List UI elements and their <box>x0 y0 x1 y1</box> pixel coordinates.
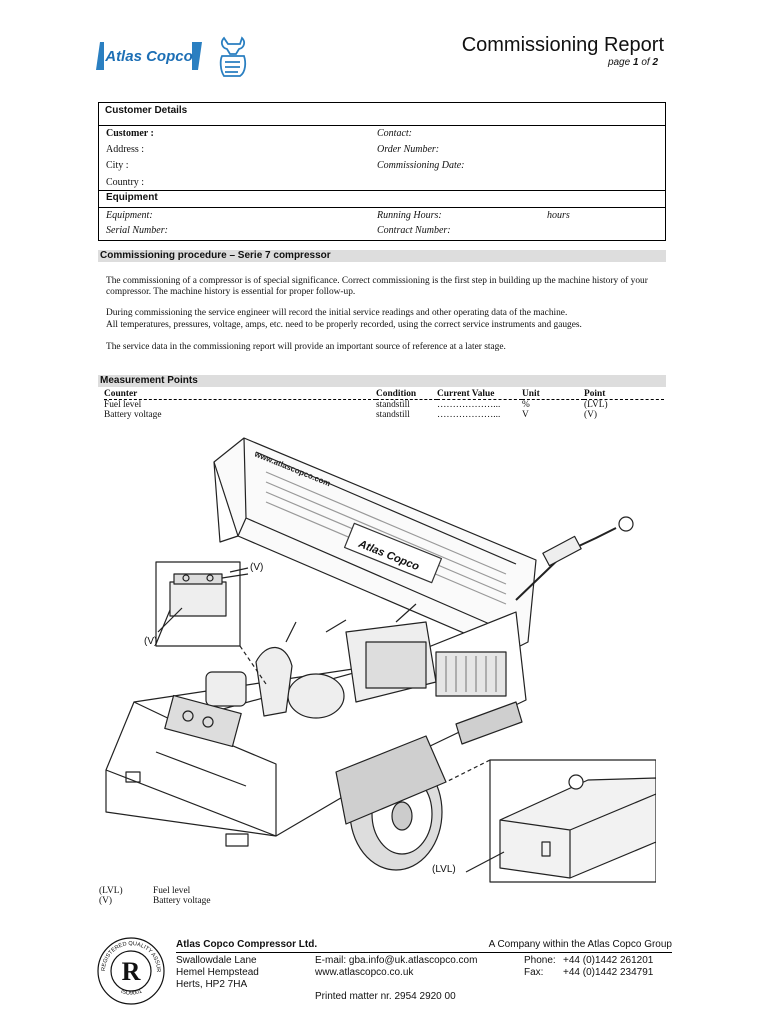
printed-matter-number: Printed matter nr. 2954 2920 00 <box>315 991 456 1002</box>
footer-contact <box>315 955 477 979</box>
svg-text:ISO9001 <box>120 989 143 997</box>
column-header: Unit <box>522 389 584 400</box>
column-header: Counter <box>104 389 376 400</box>
footer-web-link[interactable]: www.atlascopco.co.uk <box>315 967 414 978</box>
compressor-illustration <box>96 432 656 884</box>
legend-code: (V) <box>99 896 113 906</box>
condition-cell: standstill <box>376 410 410 420</box>
mascot-icon <box>214 34 252 80</box>
fax-number: +44 (0)1442 234791 <box>563 967 654 978</box>
phone-label: Phone: <box>524 955 556 966</box>
footer-phone-values <box>563 955 653 979</box>
legend-code: (LVL) <box>99 886 123 896</box>
unit-cell: % <box>522 400 530 410</box>
column-header: Condition <box>376 389 437 400</box>
page-current: 1 <box>632 57 639 68</box>
footer-company: Atlas Copco Compressor Ltd. <box>176 939 318 950</box>
divider <box>99 190 665 191</box>
table-row <box>104 410 664 420</box>
serial-number-label: Serial Number: <box>106 225 168 236</box>
page-title: Commissioning Report <box>461 34 664 56</box>
phone-number: +44 (0)1442 261201 <box>563 955 654 966</box>
canopy-brand-text: Atlas Copco <box>356 538 421 574</box>
fax-label: Fax: <box>524 967 544 978</box>
procedure-title: Commissioning procedure – Serie 7 compressor <box>98 250 666 262</box>
procedure-paragraph-1: The commissioning of a compressor is of special significance. Correct commissioning is the first step in building up the machine history of your compressor. The machine history is essential for proper follow-up. <box>106 276 648 298</box>
measurement-table <box>104 389 664 420</box>
footer-phone-labels <box>524 955 556 979</box>
legend-item <box>99 896 211 906</box>
address-line: Swallowdale Lane <box>176 955 257 966</box>
order-number-label: Order Number: <box>377 144 440 155</box>
counter-cell: Battery voltage <box>104 410 162 420</box>
city-label: City : <box>106 160 129 171</box>
equipment-label: Equipment: <box>106 210 153 221</box>
contact-label: Contact: <box>377 128 412 139</box>
measurement-header-row <box>104 389 664 400</box>
callout-v-1: (V) <box>250 562 264 573</box>
customer-section-title: Customer Details <box>105 105 188 116</box>
page-total: 2 <box>652 57 658 68</box>
quality-assurance-seal <box>96 936 166 1006</box>
hours-unit: hours <box>547 210 570 221</box>
value-cell[interactable]: ………………... <box>437 400 501 410</box>
atlas-copco-logo <box>96 36 202 76</box>
address-line: Hemel Hempstead <box>176 967 259 978</box>
seal-letter: R <box>121 957 141 986</box>
footer-group: A Company within the Atlas Copco Group <box>488 939 672 950</box>
table-row <box>104 400 664 411</box>
page-of: of <box>641 57 650 68</box>
column-header: Point <box>584 389 664 400</box>
procedure-paragraph-2b: All temperatures, pressures, voltage, amps, etc. need to be properly recorded, using the correct service instruments and gauges. <box>106 320 582 330</box>
callout-v-2: (V) <box>144 636 158 647</box>
measurement-points-title: Measurement Points <box>98 375 666 387</box>
equipment-section-title: Equipment <box>106 192 158 203</box>
legend-desc: Fuel level <box>153 886 191 896</box>
seal-bottom-text: ISO9001 <box>119 988 143 997</box>
value-cell[interactable]: ………………... <box>437 410 501 420</box>
address-label: Address : <box>106 144 145 155</box>
condition-cell: standstill <box>376 400 410 410</box>
footer-divider <box>176 952 672 953</box>
divider <box>99 125 665 126</box>
customer-equipment-box <box>98 102 666 241</box>
logo-text: Atlas Copco <box>105 48 193 65</box>
customer-label: Customer : <box>106 128 154 139</box>
running-hours-label: Running Hours: <box>377 210 442 221</box>
callout-lvl: (LVL) <box>432 864 456 875</box>
country-label: Country : <box>106 177 145 188</box>
legend-desc: Battery voltage <box>153 896 211 906</box>
page-prefix: page <box>607 57 631 68</box>
seal-top-text: REGISTERED QUALITY ASSUR <box>100 940 162 973</box>
commissioning-date-label: Commissioning Date: <box>377 160 465 171</box>
divider <box>99 207 665 208</box>
address-line: Herts, HP2 7HA <box>176 979 248 990</box>
point-cell: (V) <box>584 410 598 420</box>
unit-cell: V <box>522 410 529 420</box>
point-cell: (LVL) <box>584 400 608 410</box>
page-number <box>608 57 658 68</box>
canopy-url-text: www.atlascopco.com <box>253 449 332 489</box>
legend-item <box>99 886 211 896</box>
legend <box>99 886 211 906</box>
contract-number-label: Contract Number: <box>377 225 451 236</box>
footer-address <box>176 955 259 991</box>
footer-email[interactable]: E-mail: gba.info@uk.atlascopco.com <box>315 955 478 966</box>
procedure-paragraph-2a: During commissioning the service engineer will record the initial service readings and other operating data of the machine. <box>106 308 568 318</box>
procedure-paragraph-3: The service data in the commissioning report will provide an important source of reference at a later stage. <box>106 342 506 352</box>
counter-cell: Fuel level <box>104 400 142 410</box>
column-header: Current Value <box>437 389 522 400</box>
